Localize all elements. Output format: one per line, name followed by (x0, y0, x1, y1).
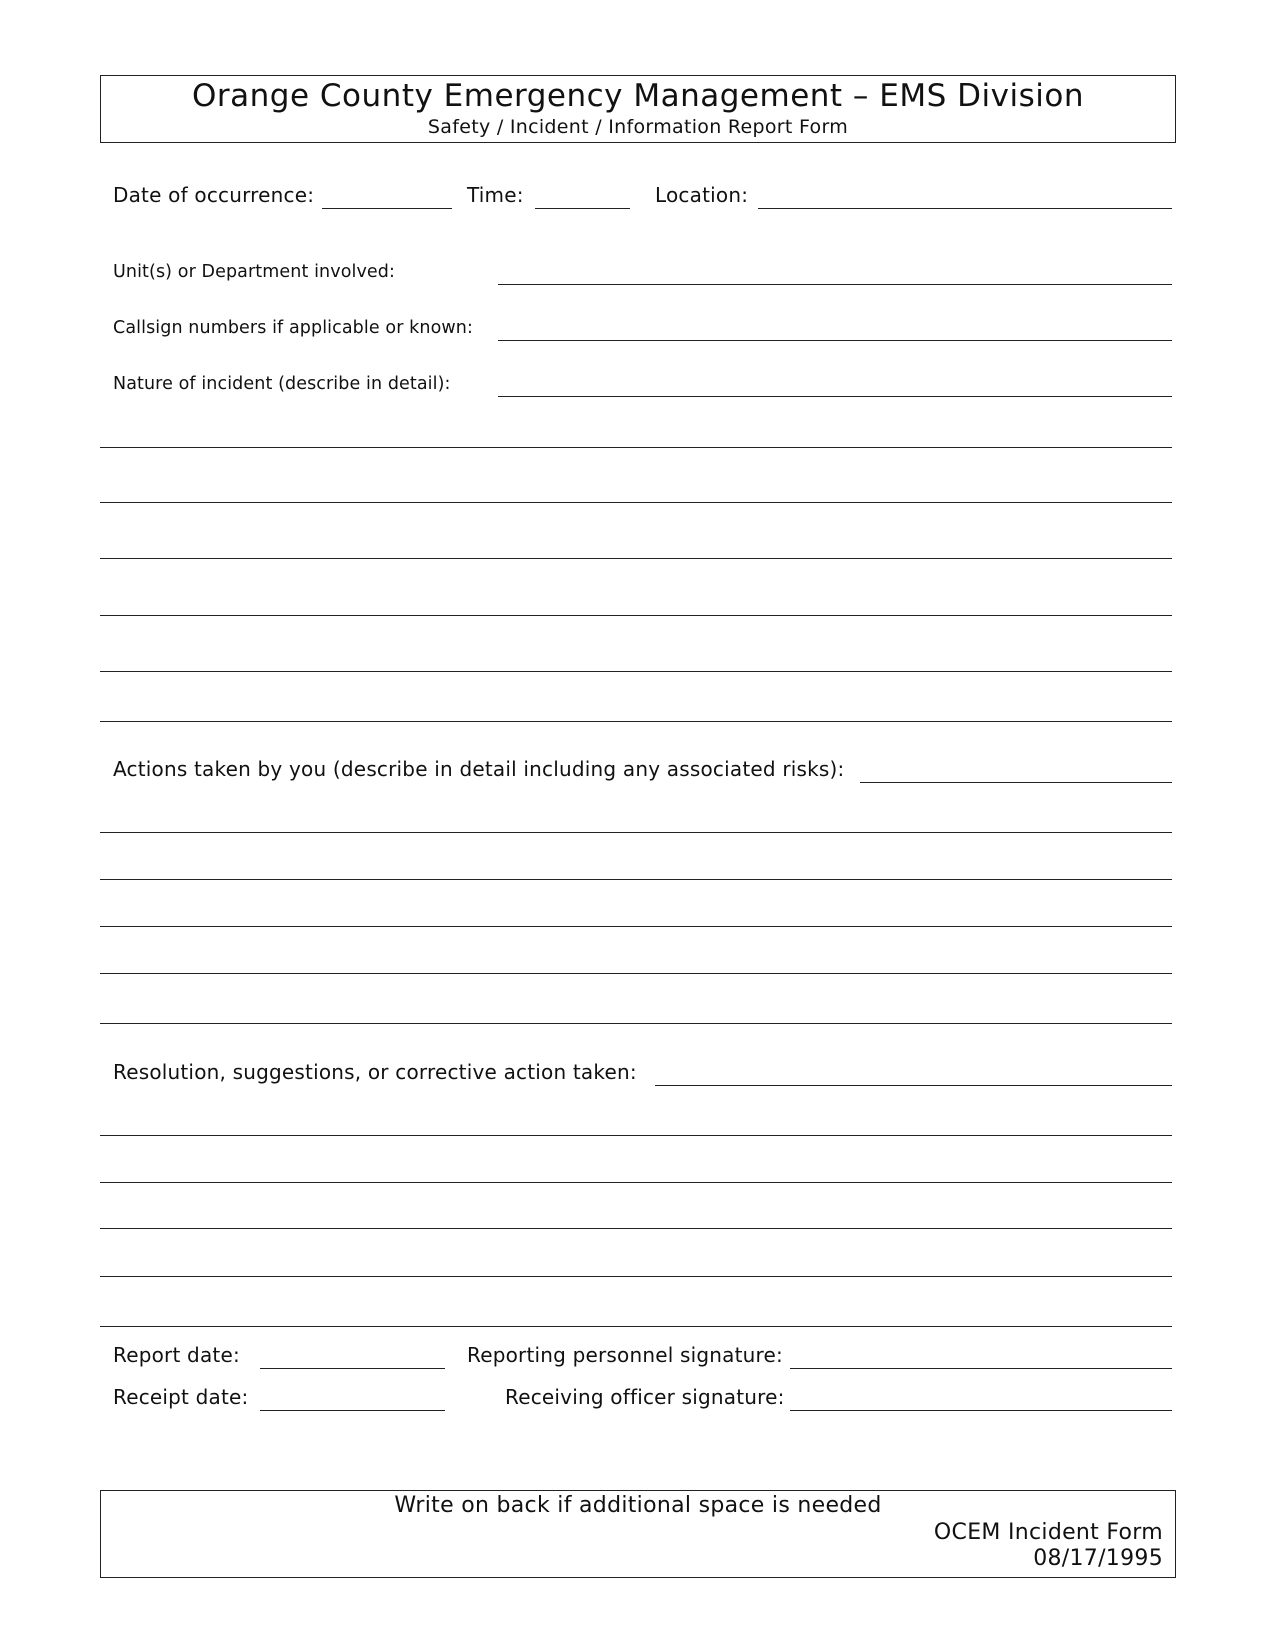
callsign-label: Callsign numbers if applicable or known: (113, 318, 473, 338)
nature-label: Nature of incident (describe in detail): (113, 374, 451, 394)
report-date-field[interactable] (260, 1368, 445, 1369)
time-field[interactable] (535, 208, 630, 209)
nature-line[interactable] (100, 671, 1172, 672)
nature-line[interactable] (100, 502, 1172, 503)
actions-field[interactable] (860, 782, 1172, 783)
report-date-label: Report date: (113, 1343, 240, 1367)
footer-note: Write on back if additional space is needed (394, 1493, 882, 1518)
nature-line[interactable] (100, 721, 1172, 722)
date-field[interactable] (322, 208, 452, 209)
resolution-line[interactable] (100, 1135, 1172, 1136)
footer-box (100, 1490, 1176, 1578)
time-label: Time: (467, 183, 524, 207)
form-title: Orange County Emergency Management – EMS Division (192, 78, 1084, 114)
receiving-signature-field[interactable] (790, 1410, 1172, 1411)
resolution-line[interactable] (100, 1326, 1172, 1327)
actions-line[interactable] (100, 1023, 1172, 1024)
actions-line[interactable] (100, 926, 1172, 927)
location-label: Location: (655, 183, 749, 207)
actions-line[interactable] (100, 973, 1172, 974)
footer-form-date: 08/17/1995 (1033, 1546, 1163, 1571)
nature-line[interactable] (100, 615, 1172, 616)
actions-label: Actions taken by you (describe in detail including any associated risks): (113, 757, 845, 781)
location-field[interactable] (758, 208, 1172, 209)
resolution-line[interactable] (100, 1276, 1172, 1277)
callsign-field[interactable] (498, 340, 1172, 341)
nature-field[interactable] (498, 396, 1172, 397)
nature-line[interactable] (100, 447, 1172, 448)
actions-line[interactable] (100, 879, 1172, 880)
receipt-date-field[interactable] (260, 1410, 445, 1411)
resolution-label: Resolution, suggestions, or corrective action taken: (113, 1060, 637, 1084)
resolution-line[interactable] (100, 1182, 1172, 1183)
receiving-signature-label: Receiving officer signature: (505, 1385, 785, 1409)
resolution-line[interactable] (100, 1228, 1172, 1229)
form-subtitle: Safety / Incident / Information Report Form (427, 116, 849, 138)
units-field[interactable] (498, 284, 1172, 285)
actions-line[interactable] (100, 832, 1172, 833)
header-box (100, 75, 1176, 143)
resolution-field[interactable] (655, 1085, 1172, 1086)
nature-line[interactable] (100, 558, 1172, 559)
date-label: Date of occurrence: (113, 183, 315, 207)
receipt-date-label: Receipt date: (113, 1385, 249, 1409)
units-label: Unit(s) or Department involved: (113, 262, 395, 282)
reporting-signature-field[interactable] (790, 1368, 1172, 1369)
reporting-signature-label: Reporting personnel signature: (467, 1343, 783, 1367)
footer-form-name: OCEM Incident Form (933, 1520, 1163, 1545)
